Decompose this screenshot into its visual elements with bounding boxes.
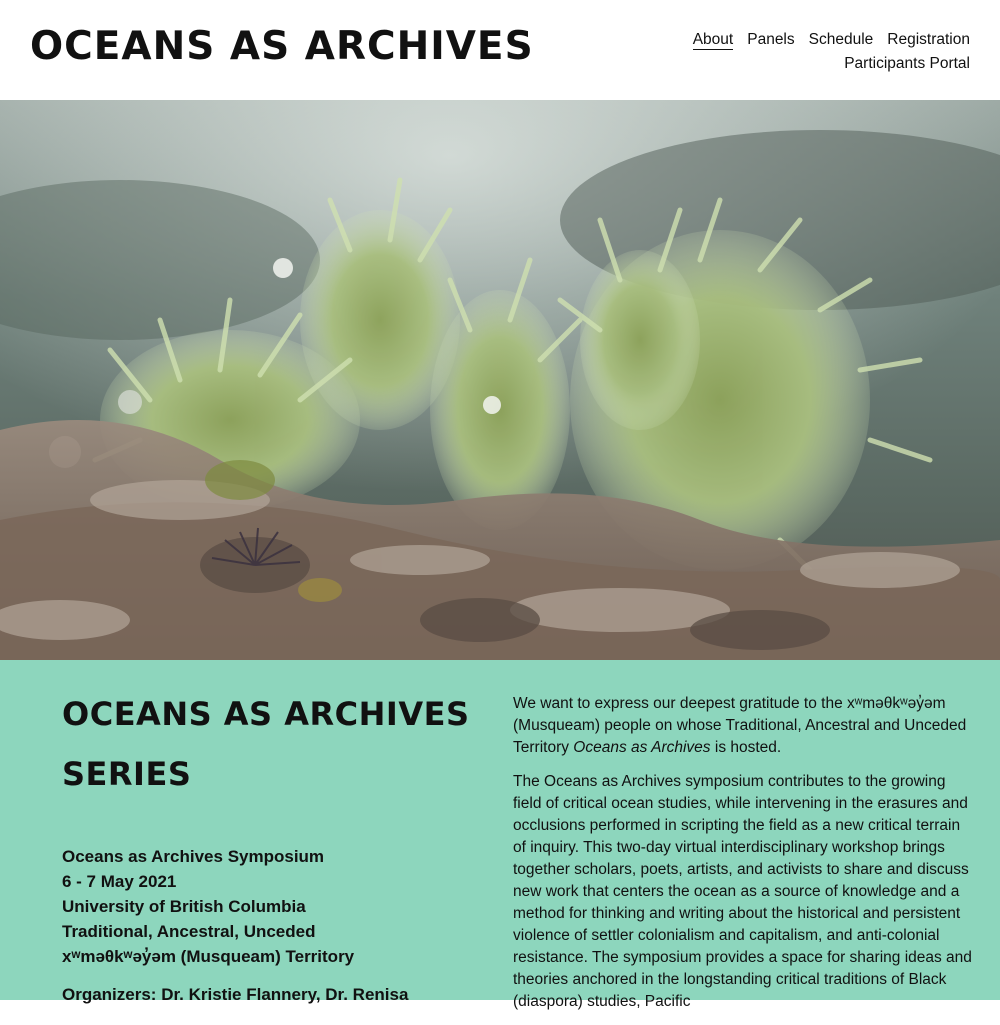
event-summary (62, 684, 492, 1005)
territory-line-1: Traditional, Ancestral, Unceded (62, 922, 316, 941)
land-acknowledgement: We want to express our deepest gratitude to the xʷməθkʷəy̓əm (Musqueam) people on whose Traditional, Ancestral and Unceded Territory Oceans as Archives is hosted. (513, 695, 967, 756)
nav-panels[interactable]: Panels (747, 31, 795, 48)
about-section (0, 660, 1000, 1010)
symposium-description: The Oceans as Archives symposium contributes to the growing field of critical ocean studies, while intervening in the erasures and occlusions performed in scripting the field as a new critical terrain of inquiry. This two-day virtual interdisciplinary workshop brings together scholars, poets, artists, and activists to share and discuss new work that centers the ocean as a source of knowledge and a method for thinking and writing about the historical and persistent violence of settler colonialism and capitalism, and anti-colonial resistance. The symposium provides a space for sharing ideas and theories anchored in the longstanding critical traditions of Black (diaspora) studies, Pacific (513, 773, 972, 1010)
site-header (0, 0, 1000, 100)
nav-about[interactable]: About (692, 31, 734, 48)
event-host: University of British Columbia (62, 897, 306, 916)
nav-registration[interactable]: Registration (887, 31, 970, 48)
event-details (62, 844, 492, 969)
series-title: OCEANS AS ARCHIVES SERIES (62, 695, 470, 793)
hero-image (0, 100, 1000, 660)
organizers: Organizers: Dr. Kristie Flannery, Dr. Renisa (62, 985, 409, 1004)
series-name-emphasis: Oceans as Archives (573, 739, 711, 756)
territory-line-2: xʷməθkʷəy̓əm (Musqueam) Territory (62, 947, 355, 966)
main-nav (670, 28, 970, 76)
about-text (513, 693, 975, 1025)
hero-anemone-photo (0, 100, 1000, 660)
site-title[interactable]: OCEANS AS ARCHIVES (30, 24, 534, 69)
nav-participants-portal[interactable]: Participants Portal (844, 55, 970, 72)
nav-schedule[interactable]: Schedule (808, 31, 874, 48)
event-name: Oceans as Archives Symposium (62, 847, 325, 866)
event-dates: 6 - 7 May 2021 (62, 872, 177, 891)
